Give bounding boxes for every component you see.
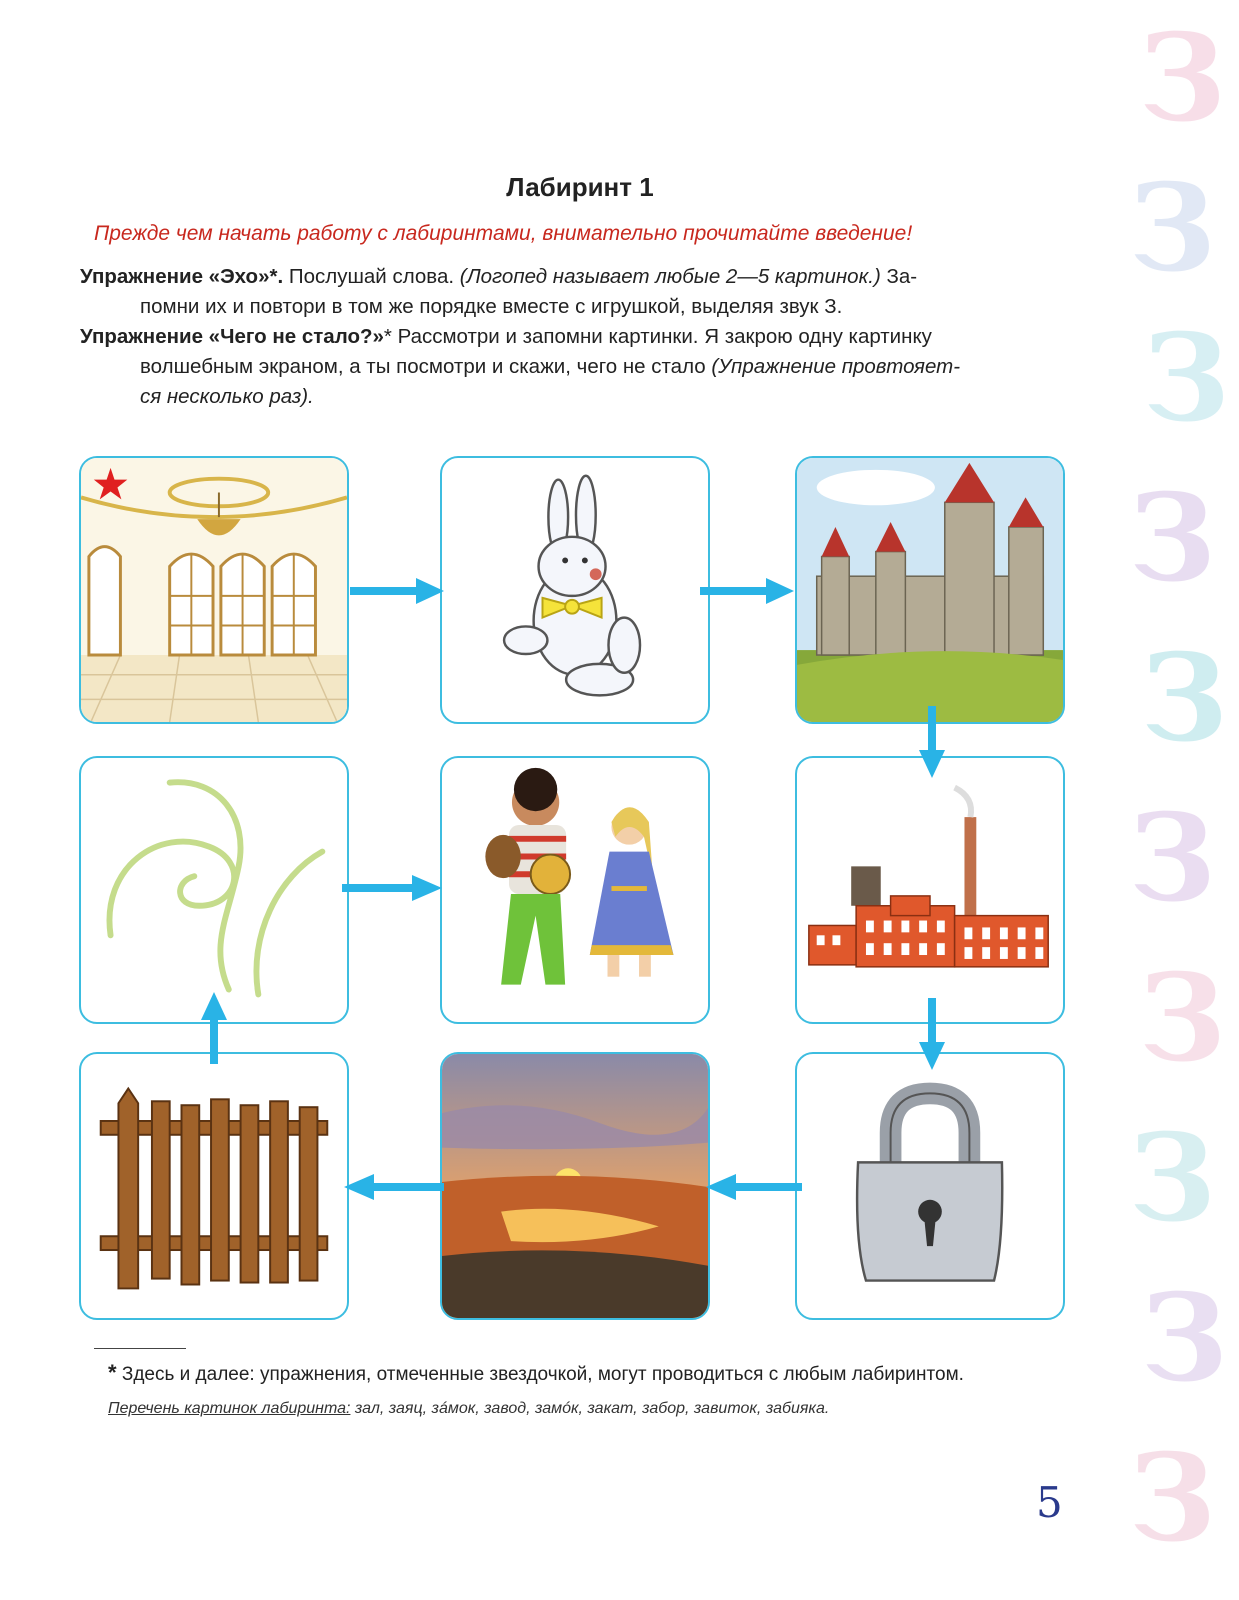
svg-text:З: З [1129, 1428, 1216, 1569]
footnote [108, 1360, 964, 1386]
arrow-down-icon [917, 706, 947, 778]
exercise-echo-text: Послушай слова. [283, 265, 460, 288]
footnote-text: Здесь и далее: упражнения, отмеченные звездочкой, могут проводиться с любым лабиринтом. [116, 1364, 964, 1385]
footnote-divider [94, 1348, 186, 1349]
exercise-missing-note1: (Упражнение провтояет- [711, 355, 961, 378]
arrow-left-icon [706, 1172, 802, 1202]
maze-card-sunset [440, 1052, 710, 1320]
svg-text:З: З [1143, 308, 1230, 449]
picture-list [108, 1400, 829, 1418]
exercise-missing-name: Упражнение «Чего не стало?» [80, 325, 384, 348]
exercise-echo-note: (Логопед называет любые 2—5 картинок.) [459, 265, 881, 288]
exercise-missing-text2: волшебным экраном, а ты посмотри и скажи, чего не стало [140, 355, 712, 378]
exercise-missing-note2: ся несколько раз). [140, 385, 314, 408]
hare-picture [442, 458, 708, 722]
fence-picture [81, 1054, 347, 1318]
exercise-missing-text: Рассмотри и запомни картинки. Я закрою одну картинку [391, 325, 932, 348]
page-number: 5 [1036, 1478, 1063, 1527]
sunset-picture [442, 1054, 708, 1318]
exercise-missing-line2 [80, 352, 1090, 382]
arrow-left-icon [344, 1172, 444, 1202]
arrow-right-icon [700, 576, 794, 606]
maze-card-factory [795, 756, 1065, 1024]
exercise-echo-name: Упражнение «Эхо» [80, 265, 270, 288]
exercise-missing-line3 [80, 382, 1090, 412]
arrow-up-icon [199, 992, 229, 1064]
exercise-echo-line2: помни их и повтори в том же порядке вместе с игрушкой, выделяя звук З. [140, 295, 843, 318]
maze-card-fence [79, 1052, 349, 1320]
page-title: Лабиринт 1 [506, 172, 654, 202]
svg-text:З: З [1129, 468, 1216, 609]
maze-card-bully [440, 756, 710, 1024]
decorative-letters-strip [1129, 0, 1239, 1600]
exercise-missing [80, 322, 1090, 412]
footnote-star: * [108, 1360, 117, 1385]
svg-text:З: З [1129, 1108, 1216, 1249]
svg-text:З: З [1141, 628, 1228, 769]
hall-picture [81, 458, 347, 722]
arrow-right-icon [350, 576, 444, 606]
svg-text:З: З [1139, 8, 1226, 149]
maze-card-curl [79, 756, 349, 1024]
curl-picture [81, 758, 347, 1022]
picture-list-text: зал, заяц, зáмок, завод, замóк, закат, забор, завиток, забияка. [350, 1400, 830, 1417]
castle-picture [797, 458, 1063, 722]
bully-picture [442, 758, 708, 1022]
svg-text:З: З [1141, 1268, 1228, 1409]
svg-text:З: З [1129, 788, 1216, 929]
lock-picture [797, 1054, 1063, 1318]
svg-text:З: З [1139, 948, 1226, 1089]
maze-card-hare [440, 456, 710, 724]
factory-picture [797, 758, 1063, 1022]
warning-note: Прежде чем начать работу с лабиринтами, внимательно прочитайте введение! [94, 222, 913, 245]
arrow-down-icon [917, 998, 947, 1070]
exercise-echo [80, 262, 1090, 322]
arrow-right-icon [342, 873, 442, 903]
picture-list-label: Перечень картинок лабиринта: [108, 1400, 351, 1417]
maze-card-hall [79, 456, 349, 724]
maze-card-castle [795, 456, 1065, 724]
exercise-echo-star: *. [269, 265, 284, 288]
maze-card-lock [795, 1052, 1065, 1320]
svg-text:З: З [1129, 158, 1216, 299]
exercise-echo-text-cont: За- [880, 265, 918, 288]
exercise-missing-star: * [383, 325, 392, 348]
